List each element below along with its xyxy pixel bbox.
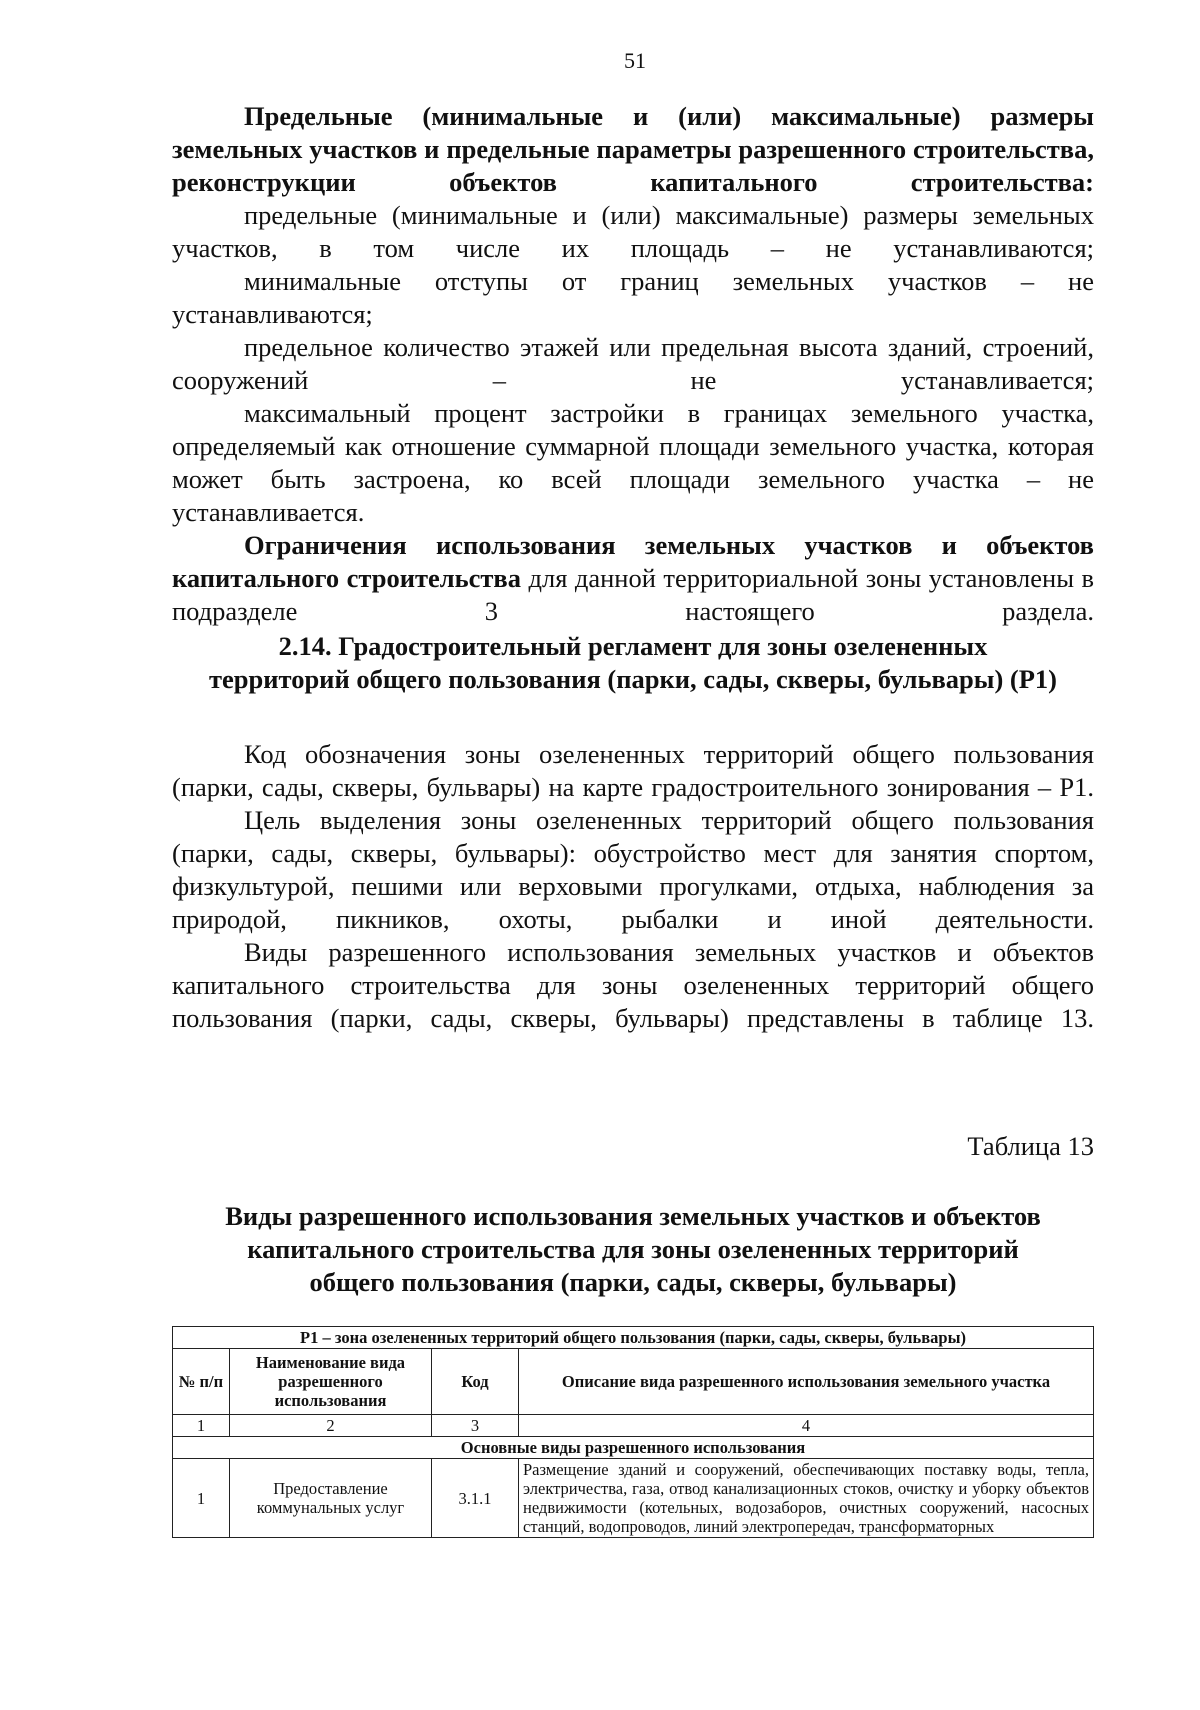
section-limits bbox=[172, 100, 1094, 628]
section-row-cell: Основные виды разрешенного использования bbox=[173, 1437, 1094, 1459]
column-number-1: 1 bbox=[173, 1415, 230, 1437]
zone-code-paragraph: Код обозначения зоны озелененных территорий общего пользования (парки, сады, скверы, бульвары) на карте градостроительного зонирования – Р1. bbox=[172, 739, 1094, 802]
row-description: Размещение зданий и сооружений, обеспечивающих поставку воды, тепла, электричества, газа, отвод канализационных стоков, очистку и уборку объектов недвижимости (котельных, водозаборов, очистных сооружений, насосных станций, водопроводов, линий электропередач, трансформаторных bbox=[519, 1459, 1094, 1538]
zone-uses-paragraph: Виды разрешенного использования земельных участков и объектов капитального строительства для зоны озелененных территорий общего пользования (парки, сады, скверы, бульвары) представлены в таблице 13. bbox=[172, 937, 1094, 1033]
table-title bbox=[172, 1200, 1094, 1299]
column-numbers-row bbox=[173, 1415, 1094, 1437]
restrictions-rest-text: для данной территориальной зоны установлены в подразделе 3 настоящего раздела. bbox=[172, 563, 1094, 626]
limits-paragraph-1: предельные (минимальные и (или) максимальные) размеры земельных участков, в том числе их площадь – не устанавливаются; bbox=[172, 200, 1094, 263]
zone-header-row bbox=[173, 1327, 1094, 1349]
column-number-3: 3 bbox=[432, 1415, 519, 1437]
table-title-line-2: капитального строительства для зоны озелененных территорий bbox=[247, 1234, 1019, 1264]
table-row bbox=[173, 1459, 1094, 1538]
limits-paragraph-4: максимальный процент застройки в границах земельного участка, определяемый как отношение суммарной площади земельного участка, которая может быть застроена, ко всей площади земельного участка – не устанавливается. bbox=[172, 398, 1094, 527]
column-number-2: 2 bbox=[230, 1415, 432, 1437]
table-title-line-1: Виды разрешенного использования земельных участков и объектов bbox=[225, 1201, 1041, 1231]
column-header-row bbox=[173, 1349, 1094, 1415]
page-number: 51 bbox=[624, 48, 646, 73]
section-heading bbox=[172, 630, 1094, 696]
table-label: Таблица 13 bbox=[967, 1131, 1094, 1161]
limits-paragraph-2: минимальные отступы от границ земельных участков – не устанавливаются; bbox=[172, 266, 1094, 329]
section-body bbox=[172, 738, 1094, 1035]
restrictions-bold-text: Ограничения использования земельных участков и объектов капитального строительства bbox=[172, 530, 1094, 593]
row-code: 3.1.1 bbox=[432, 1459, 519, 1538]
column-header-number: № п/п bbox=[173, 1349, 230, 1415]
limits-heading: Предельные (минимальные и (или) максимальные) размеры земельных участков и предельные параметры разрешенного строительства, реконструкции объектов капитального строительства: bbox=[172, 101, 1094, 197]
row-use-name: Предоставление коммунальных услуг bbox=[230, 1459, 432, 1538]
column-header-description: Описание вида разрешенного использования земельного участка bbox=[519, 1349, 1094, 1415]
column-header-code: Код bbox=[432, 1349, 519, 1415]
limits-paragraph-3: предельное количество этажей или предельная высота зданий, строений, сооружений – не устанавливается; bbox=[172, 332, 1094, 395]
row-number: 1 bbox=[173, 1459, 230, 1538]
uses-table bbox=[172, 1326, 1094, 1538]
section-row bbox=[173, 1437, 1094, 1459]
section-heading-line-1: 2.14. Градостроительный регламент для зоны озелененных bbox=[278, 631, 988, 661]
restrictions-paragraph bbox=[172, 529, 1094, 628]
column-number-4: 4 bbox=[519, 1415, 1094, 1437]
column-header-name: Наименование вида разрешенного использования bbox=[230, 1349, 432, 1415]
zone-purpose-paragraph: Цель выделения зоны озелененных территорий общего пользования (парки, сады, скверы, бульвары): обустройство мест для занятия спортом, физкультурой, пешими или верховыми прогулками, отдыха, наблюдения за природой, пикников, охоты, рыбалки и иной деятельности. bbox=[172, 805, 1094, 934]
zone-header-cell: Р1 – зона озелененных территорий общего пользования (парки, сады, скверы, бульвары) bbox=[173, 1327, 1094, 1349]
section-heading-line-2: территорий общего пользования (парки, сады, скверы, бульвары) (Р1) bbox=[209, 664, 1057, 694]
table-title-line-3: общего пользования (парки, сады, скверы, бульвары) bbox=[309, 1267, 957, 1297]
